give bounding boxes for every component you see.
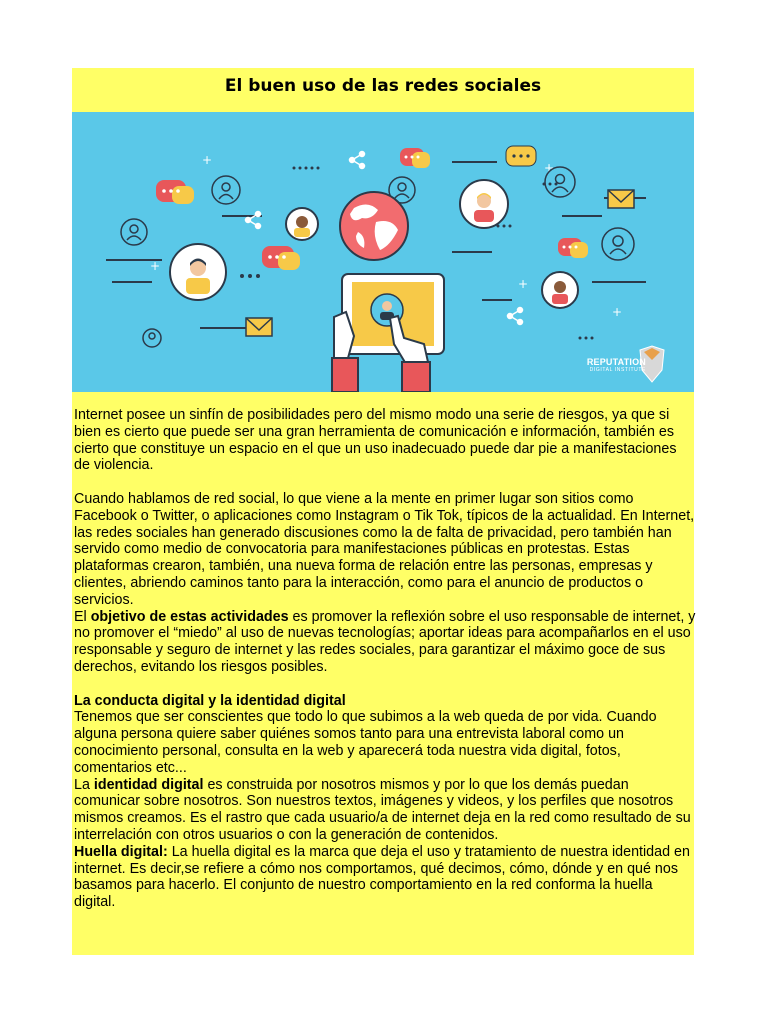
digital-identity-bold-text: identidad digital [93,776,204,793]
digital-footprint-paragraph: Huella digital: La huella digital es la marca que deja el uso y tratamiento de nuestra identidad en internet. Es decir,se refiere a cómo nos comportamos, qué decimos, cómo, dónde y en qué nos basamos para hacerlo. El conjunto de nuestro comportamiento en la red conforma la huella digital. [74,843,690,911]
page-title: El buen uso de las redes sociales [224,76,542,96]
section-heading: La conducta digital y la identidad digital [74,692,346,709]
svg-text:+: + [544,161,555,175]
svg-text:+: + [612,305,623,319]
social-network-paragraph: Cuando hablamos de red social, lo que viene a la mente en primer lugar son sitios como Facebook o Twitter, o aplicaciones como Instagram o Tik Tok, típicos de la actualidad. En Internet, las redes sociales han generado discusiones como la de falta de privacidad, pero también han servido como medio de convocatoria para manifestaciones públicas en protestas. Estas plataformas crearon, también, una nueva forma de relación entre las personas, empresas y clientes, abriendo caminos tanto para la interacción, como para el anuncio de productos o servicios. [74,490,695,608]
objective-bold-text: objetivo de estas actividades [90,608,289,625]
svg-text:+: + [150,259,161,273]
digital-identity-paragraph: La identidad digital es construida por nosotros mismos y por lo que los demás puedan comunicar sobre nosotros. Son nuestros textos, imágenes y videos, y los perfiles que nosotros mismos creamos. Es el rastro que cada usuario/a de internet deja en la red como resultado de su interrelación con otros usuarios o con la generación de contenidos. [74,776,691,843]
digital-conduct-paragraph: Tenemos que ser conscientes que todo lo que subimos a la web queda de por vida. Cuando alguna persona quiere saber quiénes somos tanto para una entrevista laboral como un conocimiento personal, consulta en la web y aparecerá toda nuestra vida digital, fotos, comentarios etc... [74,709,657,776]
social-network-illustration [72,112,694,392]
svg-text:+: + [202,153,213,167]
document-body [74,407,696,911]
document-page [72,68,694,955]
logo-text: REPUTATION [586,357,646,367]
digital-footprint-bold-text: Huella digital: [74,843,168,860]
objective-paragraph: El objetivo de estas actividades es promover la reflexión sobre el uso responsable de internet, y no promover el “miedo” al uso de nuevas tecnologías; aportar ideas para acompañarlos en el uso responsable y seguro de internet y las redes sociales, para garantizar el máximo goce de sus derechos, evitando los riesgos posibles. [74,608,696,675]
intro-paragraph: Internet posee un sinfín de posibilidades pero del mismo modo una serie de riesgos, ya que si bien es cierto que puede ser una gran herramienta de comunicación e información, también es cierto que constituye un espacio en el que un uso inadecuado puede dar pie a manifestaciones de violencia. [74,407,677,474]
logo-subtext: DIGITAL INSTITUTE [589,367,646,373]
svg-text:+: + [518,277,529,291]
